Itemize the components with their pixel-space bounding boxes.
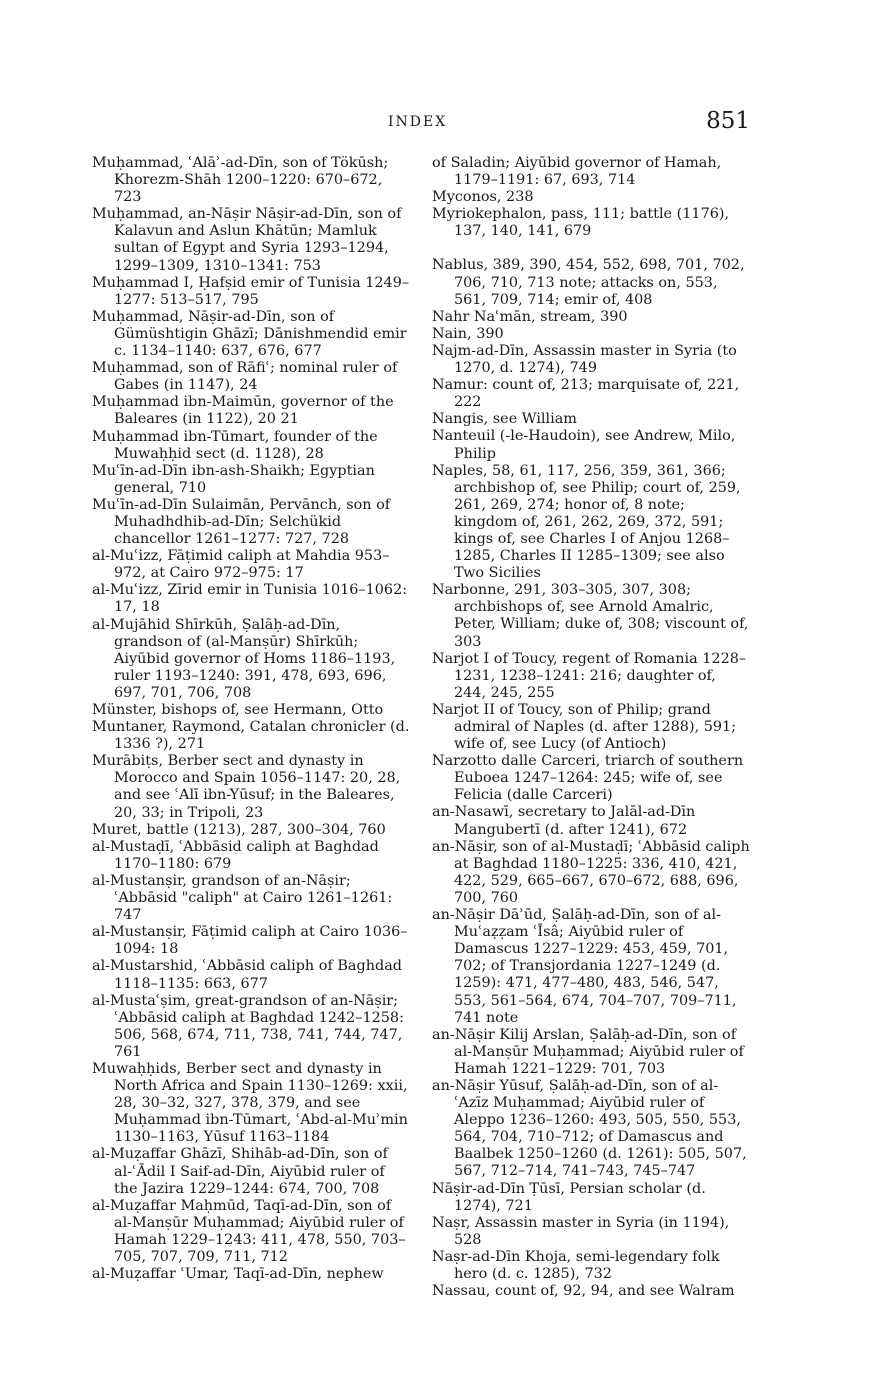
running-head (0, 108, 872, 138)
index-entry: Muḥammad, ʿAlāʾ-ad-Dīn, son of Tökūsh; Khorezm-Shāh 1200–1220: 670–672, 723 (92, 155, 389, 206)
index-entry: Muḥammad, an-Nāṣir Nāṣir-ad-Dīn, son of Kalavun and Aslun Khātūn; Mamluk sultan of Egypt and Syria 1293–1294, 1299–1309, 1310–1341: 753 (92, 206, 402, 274)
index-entry: Myconos, 238 (432, 189, 534, 206)
page-number: 851 (706, 108, 750, 134)
index-entry: al-Muẓaffar ʿUmar, Taqī-ad-Dīn, nephew (92, 1266, 384, 1283)
index-entry: Muntaner, Raymond, Catalan chronicler (d. 1336 ?), 271 (92, 719, 410, 753)
index-entry: Muʿīn-ad-Dīn ibn-ash-Shaikh; Egyptian general, 710 (92, 462, 375, 496)
index-entry: Nablus, 389, 390, 454, 552, 698, 701, 702, 706, 710, 713 note; attacks on, 553, 561, 709, 714; emir of, 408 (432, 257, 745, 308)
index-entry: Naṣr-ad-Dīn Khoja, semi-legendary folk hero (d. c. 1285), 732 (432, 1248, 720, 1282)
index-entry: Myriokephalon, pass, 111; battle (1176), 137, 140, 141, 679 (432, 206, 730, 240)
index-entry: an-Nasawī, secretary to Jalāl-ad-Dīn Mangubertī (d. after 1241), 672 (432, 804, 696, 838)
index-entry: Nahr Naʿmān, stream, 390 (432, 308, 628, 325)
index-entry: al-Mustanṣir, grandson of an-Nāṣir; ʿAbbāsid "caliph" at Cairo 1261–1261: 747 (92, 872, 393, 924)
index-entry: Muḥammad ibn-Maimūn, governor of the Baleares (in 1122), 20 21 (92, 394, 394, 428)
index-entry: Nāṣir-ad-Dīn Ṭūsī, Persian scholar (d. 1274), 721 (432, 1180, 706, 1214)
index-entry: Naples, 58, 61, 117, 256, 359, 361, 366; archbishop of, see Philip; court of, 259, 261, 269, 274; honor of, 8 note; kingdom of, 261, 262, 269, 372, 591; kings of, see Charles I of Anjou 1268–1285, Charles II 1285–1309; see also Two Sicilies (432, 462, 741, 582)
index-entry: Nanteuil (-le-Haudoin), see Andrew, Milo, Philip (432, 428, 736, 462)
index-entry: al-Muẓaffar Maḥmūd, Taqī-ad-Dīn, son of al-Manṣūr Muḥammad; Aiyūbid ruler of Hamah 1229–1243: 411, 478, 550, 703–705, 707, 709, 711, 712 (92, 1197, 406, 1265)
index-entry: al-Mustaʿṣim, great-grandson of an-Nāṣir; ʿAbbāsid caliph at Baghdad 1242–1258: 506, 568, 674, 711, 738, 741, 744, 747, 761 (92, 992, 404, 1060)
index-entry: Naṣr, Assassin master in Syria (in 1194), 528 (432, 1214, 730, 1248)
index-entry: Münster, bishops of, see Hermann, Otto (92, 702, 384, 718)
index-entry: Muḥammad ibn-Tūmart, founder of the Muwaḥḥid sect (d. 1128), 28 (92, 428, 378, 462)
index-entry: Narjot II of Toucy, son of Philip; grand admiral of Naples (d. after 1288), 591; wife of, see Lucy (of Antioch) (432, 701, 737, 753)
index-entry: al-Muʿizz, Zīrid emir in Tunisia 1016–1062: 17, 18 (92, 582, 408, 616)
index-entry: Narjot I of Toucy, regent of Romania 1228–1231, 1238–1241: 216; daughter of, 244, 245, 255 (432, 650, 747, 701)
index-entry: al-Mustanṣir, Fāṭimid caliph at Cairo 1036–1094: 18 (92, 924, 408, 958)
index-entry: al-Muẓaffar Ghāzī, Shihāb-ad-Dīn, son of al-ʿĀdil I Saif-ad-Dīn, Aiyūbid ruler of the Jazira 1229–1244: 674, 700, 708 (92, 1146, 388, 1197)
index-entry: an-Nāṣir Yūsuf, Ṣalāḥ-ad-Dīn, son of al-ʿAzīz Muḥammad; Aiyūbid ruler of Aleppo 1236–1260: 493, 505, 550, 553, 564, 704, 710–712; of Damascus and Baalbek 1250–1260 (d. 1261): 505, 507, 567, 712–714, 741–743, 745–747 (432, 1077, 747, 1180)
index-entry: of Saladin; Aiyūbid governor of Hamah, 1179–1191: 67, 693, 714 (432, 155, 722, 189)
index-column-right (432, 155, 750, 1300)
index-entry: al-Mustarshid, ʿAbbāsid caliph of Baghdad 1118–1135: 663, 677 (92, 958, 402, 992)
index-entry: Najm-ad-Dīn, Assassin master in Syria (to 1270, d. 1274), 749 (432, 342, 737, 377)
page-title: INDEX (388, 114, 448, 130)
index-column-left (92, 155, 410, 1283)
index-entry: Muwaḥḥids, Berber sect and dynasty in North Africa and Spain 1130–1269: xxii, 28, 30–32, 327, 378, 379, and see Muḥammad ibn-Tūmart, ʿAbd-al-Muʾmin 1130–1163, Yūsuf 1163–1184 (92, 1060, 408, 1146)
index-entry: Muḥammad, Nāṣir-ad-Dīn, son of Gümüshtigin Ghāzī; Dānishmendid emir c. 1134–1140: 637, 676, 677 (92, 308, 407, 360)
index-entry: Namur: count of, 213; marquisate of, 221, 222 (432, 377, 740, 411)
index-entry: Muʿīn-ad-Dīn Sulaimān, Pervānch, son of Muhadhdhib-ad-Dīn; Selchükid chancellor 1261–1277: 727, 728 (92, 496, 391, 548)
index-entry: Muḥammad, son of Rāfiʿ; nominal ruler of Gabes (in 1147), 24 (92, 360, 398, 394)
index-entry: al-Mujāhid Shīrkūh, Ṣalāḥ-ad-Dīn, grandson of (al-Manṣūr) Shīrkūh; Aiyūbid governor of Homs 1186–1193, ruler 1193–1240: 391, 478, 693, 696, 697, 701, 706, 708 (92, 616, 396, 701)
index-entry: al-Mustaḍī, ʿAbbāsid caliph at Baghdad 1170–1180: 679 (92, 838, 379, 872)
index-entry: Murābiṭs, Berber sect and dynasty in Morocco and Spain 1056–1147: 20, 28, and see ʿAlī ibn-Yūsuf; in the Baleares, 20, 33; in Tripoli, 23 (92, 753, 401, 821)
index-entry: Nain, 390 (432, 325, 504, 342)
index-entry: Narzotto dalle Carceri, triarch of southern Euboea 1247–1264: 245; wife of, see Felicia (dalle Carceri) (432, 753, 744, 804)
index-entry: an-Nāṣir, son of al-Mustaḍī; ʿAbbāsid caliph at Baghdad 1180–1225: 336, 410, 421, 422, 529, 665–667, 670–672, 688, 696, 700, 760 (432, 838, 750, 906)
index-entry: Muḥammad I, Ḥafṣid emir of Tunisia 1249–1277: 513–517, 795 (92, 274, 410, 308)
index-entry: an-Nāṣir Dāʾūd, Ṣalāḥ-ad-Dīn, son of al-Muʿaẓẓam ʿĪsâ; Aiyūbid ruler of Damascus 1227–1229: 453, 459, 701, 702; of Transjordania 1227–1249 (d. 1259): 471, 477–480, 483, 546, 547, 553, 561–564, 674, 704–707, 709–711, 741 note (432, 907, 737, 1026)
index-entry: Muret, battle (1213), 287, 300–304, 760 (92, 821, 386, 838)
index-entry: an-Nāṣir Kilij Arslan, Ṣalāḥ-ad-Dīn, son of al-Manṣūr Muḥammad; Aiyūbid ruler of Hamah 1221–1229: 701, 703 (432, 1026, 744, 1077)
index-entry: Nangis, see William (432, 411, 577, 428)
index-entry: Nassau, count of, 92, 94, and see Walram (432, 1283, 735, 1300)
index-entry: Narbonne, 291, 303–305, 307, 308; archbishops of, see Arnold Amalric, Peter, William; duke of, 308; viscount of, 303 (432, 582, 749, 650)
index-entry: al-Muʿizz, Fāṭimid caliph at Mahdia 953–972, at Cairo 972–975: 17 (92, 548, 390, 582)
